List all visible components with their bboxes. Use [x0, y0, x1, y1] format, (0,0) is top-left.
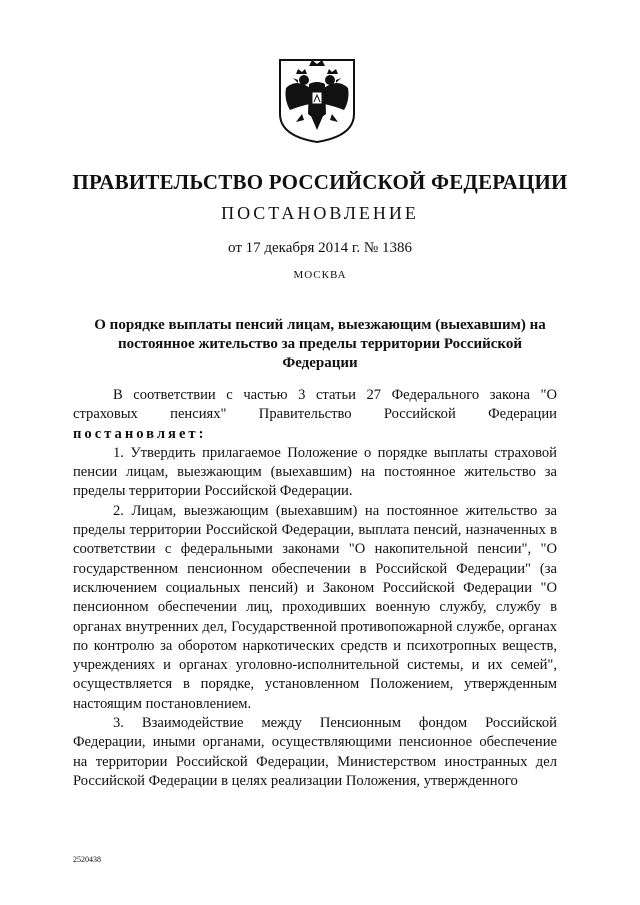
coat-of-arms-emblem — [276, 56, 358, 144]
clause-1: 1. Утвердить прилагаемое Положение о порядке выплаты страховой пенсии лицам, выезжающим (выехавшим) на постоянное жительство за пределы территории Российской Федерации. — [73, 444, 557, 500]
decree-title-line-1: О порядке выплаты пенсий лицам, выезжающим (выехавшим) на — [94, 317, 546, 333]
decree-title-line-2: постоянное жительство за пределы территории Российской Федерации — [117, 336, 523, 371]
decree-date-number: от 17 декабря 2014 г. № 1386 — [228, 240, 412, 256]
decree-body — [73, 386, 557, 791]
intro-paragraph — [73, 386, 557, 444]
clause-2: 2. Лицам, выезжающим (выехавшим) на постоянное жительство за пределы территории Российской Федерации, выплата пенсий, назначенных в соответствии с федеральными законами "О накопительной пенсии", "О государственном пенсионном обеспечении в Российской Федерации" (за исключением социальных пенсий) и Законом Российской Федерации "О пенсионном обеспечении лиц, проходивших военную службу, службу в органах внутренних дел, Государственной противопожарной службе, органах по контролю за оборотом наркотических средств и психотропных веществ, учреждениях и органах уголовно-исполнительной системы, и их семей", осуществляется в порядке, установленном Положением, утвержденным настоящим постановлением. — [73, 502, 557, 712]
document-code: 2520438 — [73, 855, 101, 864]
decree-title — [80, 316, 560, 373]
government-title: ПРАВИТЕЛЬСТВО РОССИЙСКОЙ ФЕДЕРАЦИИ — [72, 170, 568, 194]
document-type: ПОСТАНОВЛЕНИЕ — [221, 203, 419, 223]
decree-verb: постановляет: — [73, 425, 207, 442]
city-name: МОСКВА — [293, 269, 347, 281]
intro-text: В соответствии с частью 3 статьи 27 Федерального закона "О страховых пенсиях" Правительство Российской Федерации — [73, 387, 557, 423]
clause-3: 3. Взаимодействие между Пенсионным фондом Российской Федерации, иными органами, осуществляющими пенсионное обеспечение на территории Российской Федерации, Министерством иностранных дел Российской Федерации в целях реализации Положения, утвержденного — [73, 715, 557, 789]
